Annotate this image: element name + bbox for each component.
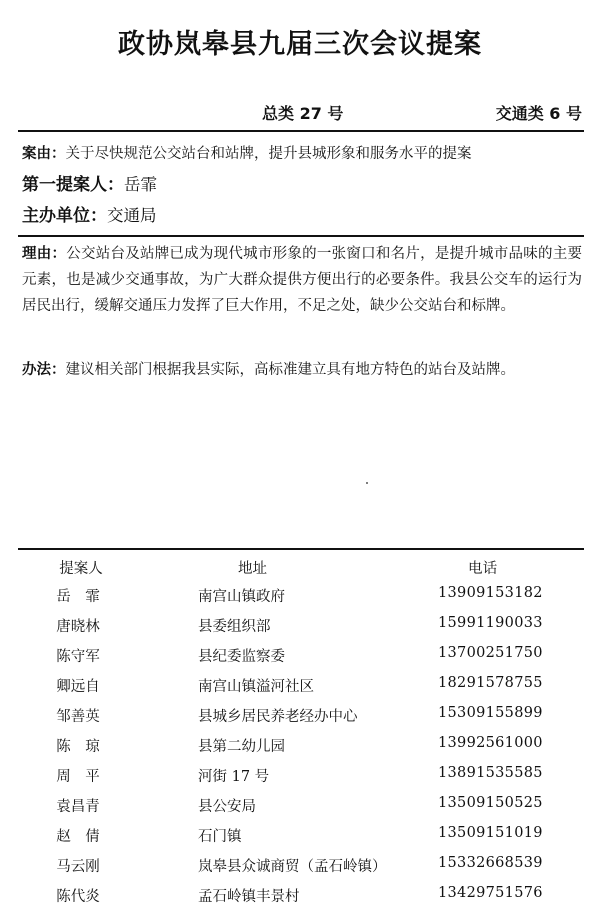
contact-address: 南宫山镇溢河社区 (198, 679, 314, 695)
contact-name: 马云刚 (56, 859, 100, 875)
contact-name: 陈守军 (56, 649, 100, 665)
contact-phone: 15332668539 (438, 855, 543, 871)
contact-phone: 15991190033 (438, 615, 543, 631)
contact-address: 县第二幼儿园 (198, 739, 285, 755)
contact-name: 袁昌青 (56, 799, 100, 815)
contact-phone: 13891535585 (438, 765, 543, 781)
general-category-number: 总类 27 号 (262, 104, 344, 123)
organizer-field (22, 203, 157, 229)
contact-name: 陈 琼 (56, 739, 100, 755)
contact-address: 县城乡居民养老经办中心 (198, 709, 358, 725)
table-row (0, 761, 600, 791)
proposer-value: 岳霏 (124, 175, 157, 194)
document-title: 政协岚皋县九届三次会议提案 (118, 29, 482, 60)
case-field (22, 141, 472, 167)
table-row (0, 881, 600, 911)
contact-rows (0, 581, 600, 911)
proposer-contact-table (0, 553, 600, 911)
header-address: 地址 (238, 561, 267, 577)
table-row (0, 581, 600, 611)
contact-phone: 13509151019 (438, 825, 543, 841)
reason-paragraph (22, 241, 582, 319)
contact-name: 岳 霏 (56, 589, 100, 605)
contact-name: 周 平 (56, 769, 100, 785)
organizer-value: 交通局 (107, 206, 157, 225)
header-phone: 电话 (468, 561, 498, 577)
contact-phone: 13909153182 (438, 585, 543, 601)
table-row (0, 701, 600, 731)
contact-name: 卿远自 (56, 679, 100, 695)
contact-address: 县纪委监察委 (198, 649, 285, 665)
contact-address: 岚皋县众诚商贸（孟石岭镇） (198, 859, 387, 875)
table-row (0, 851, 600, 881)
header-name: 提案人 (59, 561, 103, 577)
proposer-label: 第一提案人： (22, 175, 124, 195)
contact-phone: 13509150525 (438, 795, 543, 811)
case-label: 案由： (22, 146, 66, 162)
table-row (0, 791, 600, 821)
contact-address: 孟石岭镇丰景村 (198, 889, 300, 905)
stray-mark (366, 482, 368, 484)
method-text: 建议相关部门根据我县实际，高标准建立具有地方特色的站台及站牌。 (65, 362, 515, 378)
reason-label: 理由： (22, 246, 67, 262)
contact-phone: 18291578755 (438, 675, 543, 691)
contact-address: 石门镇 (198, 829, 242, 845)
traffic-category-number: 交通类 6 号 (495, 104, 582, 123)
proposer-field (22, 172, 157, 198)
method-paragraph (22, 357, 582, 383)
contact-phone: 13429751576 (438, 885, 543, 901)
contact-phone: 13700251750 (438, 645, 543, 661)
contacts-divider (18, 548, 584, 550)
table-row (0, 641, 600, 671)
contact-name: 陈代炎 (56, 889, 100, 905)
contact-name: 邹善英 (56, 709, 100, 725)
contact-phone: 15309155899 (438, 705, 543, 721)
contact-address: 南宫山镇政府 (198, 589, 285, 605)
header-divider (18, 130, 584, 132)
organizer-label: 主办单位： (22, 206, 107, 226)
contact-table-header (0, 553, 600, 581)
contact-name: 赵 倩 (56, 829, 100, 845)
contact-address: 县委组织部 (198, 619, 271, 635)
section-divider (18, 235, 584, 237)
table-row (0, 731, 600, 761)
table-row (0, 671, 600, 701)
contact-phone: 13992561000 (438, 735, 543, 751)
contact-address: 河街 17 号 (198, 769, 270, 785)
contact-address: 县公安局 (198, 799, 256, 815)
contact-name: 唐晓林 (56, 619, 100, 635)
table-row (0, 821, 600, 851)
reason-text: 公交站台及站牌已成为现代城市形象的一张窗口和名片，是提升城市品味的主要元素，也是减少交通事故，为广大群众提供方便出行的必要条件。我县公交车的运行为居民出行，缓解交通压力发挥了巨大作用，不足之处，缺少公交站台和标牌。 (22, 246, 583, 314)
method-label: 办法： (22, 362, 66, 378)
table-row (0, 611, 600, 641)
case-text: 关于尽快规范公交站台和站牌，提升县城形象和服务水平的提案 (65, 146, 472, 162)
